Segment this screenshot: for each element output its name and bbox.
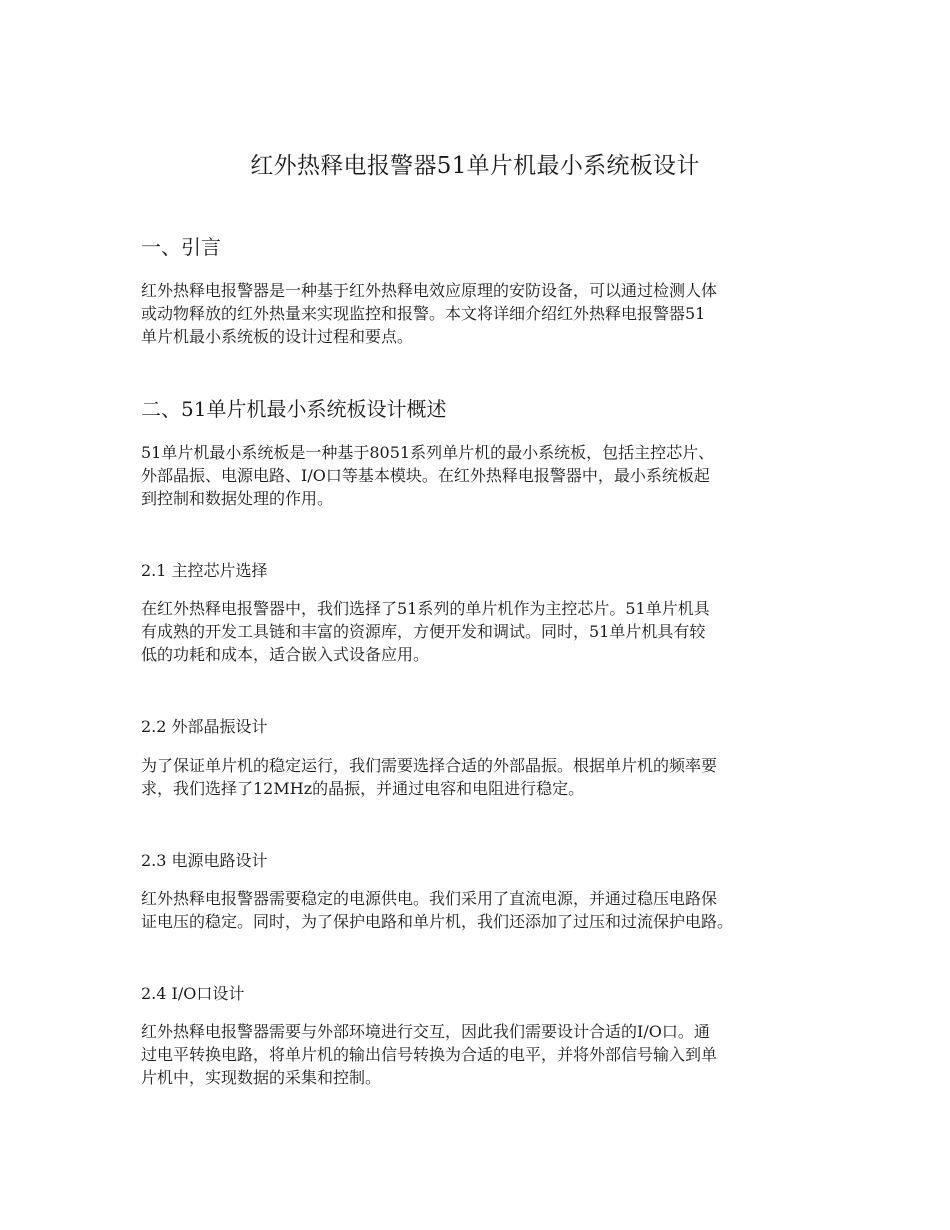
subsection-paragraph-crystal <box>141 754 831 800</box>
paragraph-line: 求，我们选择了12MHz的晶振，并通过电容和电阻进行稳定。 <box>141 779 585 798</box>
paragraph-line: 过电平转换电路，将单片机的输出信号转换为合适的电平，并将外部信号输入到单 <box>141 1045 718 1064</box>
paragraph-line: 红外热释电报警器需要稳定的电源供电。我们采用了直流电源，并通过稳压电路保 <box>141 889 718 908</box>
subsection-paragraph-io <box>141 1020 831 1089</box>
paragraph-line: 为了保证单片机的稳定运行，我们需要选择合适的外部晶振。根据单片机的频率要 <box>141 756 718 775</box>
paragraph-line: 到控制和数据处理的作用。 <box>141 489 334 508</box>
paragraph-line: 在红外热释电报警器中，我们选择了51系列的单片机作为主控芯片。51单片机具 <box>141 599 710 618</box>
subsection-heading-power: 2.3 电源电路设计 <box>141 851 268 870</box>
paragraph-line: 单片机最小系统板的设计过程和要点。 <box>141 327 414 346</box>
paragraph-line: 低的功耗和成本，适合嵌入式设备应用。 <box>141 645 430 664</box>
subsection-paragraph-power <box>141 887 831 933</box>
subsection-heading-mcu-selection: 2.1 主控芯片选择 <box>141 561 268 580</box>
paragraph-line: 证电压的稳定。同时，为了保护电路和单片机，我们还添加了过压和过流保护电路。 <box>141 912 734 931</box>
section-heading-overview: 二、51单片机最小系统板设计概述 <box>141 397 447 421</box>
subsection-paragraph-mcu-selection <box>141 597 831 666</box>
section-heading-introduction: 一、引言 <box>141 235 221 259</box>
subsection-heading-io: 2.4 I/O口设计 <box>141 984 245 1003</box>
paragraph-line: 红外热释电报警器是一种基于红外热释电效应原理的安防设备，可以通过检测人体 <box>141 281 718 300</box>
document-title: 红外热释电报警器51单片机最小系统板设计 <box>250 153 700 179</box>
paragraph-line: 或动物释放的红外热量来实现监控和报警。本文将详细介绍红外热释电报警器51 <box>141 304 706 323</box>
paragraph-line: 片机中，实现数据的采集和控制。 <box>141 1068 382 1087</box>
section-paragraph-overview <box>141 441 831 510</box>
paragraph-line: 外部晶振、电源电路、I/O口等基本模块。在红外热释电报警器中，最小系统板起 <box>141 466 710 485</box>
paragraph-line: 有成熟的开发工具链和丰富的资源库，方便开发和调试。同时，51单片机具有较 <box>141 622 706 641</box>
section-paragraph-introduction <box>141 279 831 348</box>
paragraph-line: 51单片机最小系统板是一种基于8051系列单片机的最小系统板，包括主控芯片、 <box>141 443 715 462</box>
subsection-heading-crystal: 2.2 外部晶振设计 <box>141 717 268 736</box>
paragraph-line: 红外热释电报警器需要与外部环境进行交互，因此我们需要设计合适的I/O口。通 <box>141 1022 710 1041</box>
